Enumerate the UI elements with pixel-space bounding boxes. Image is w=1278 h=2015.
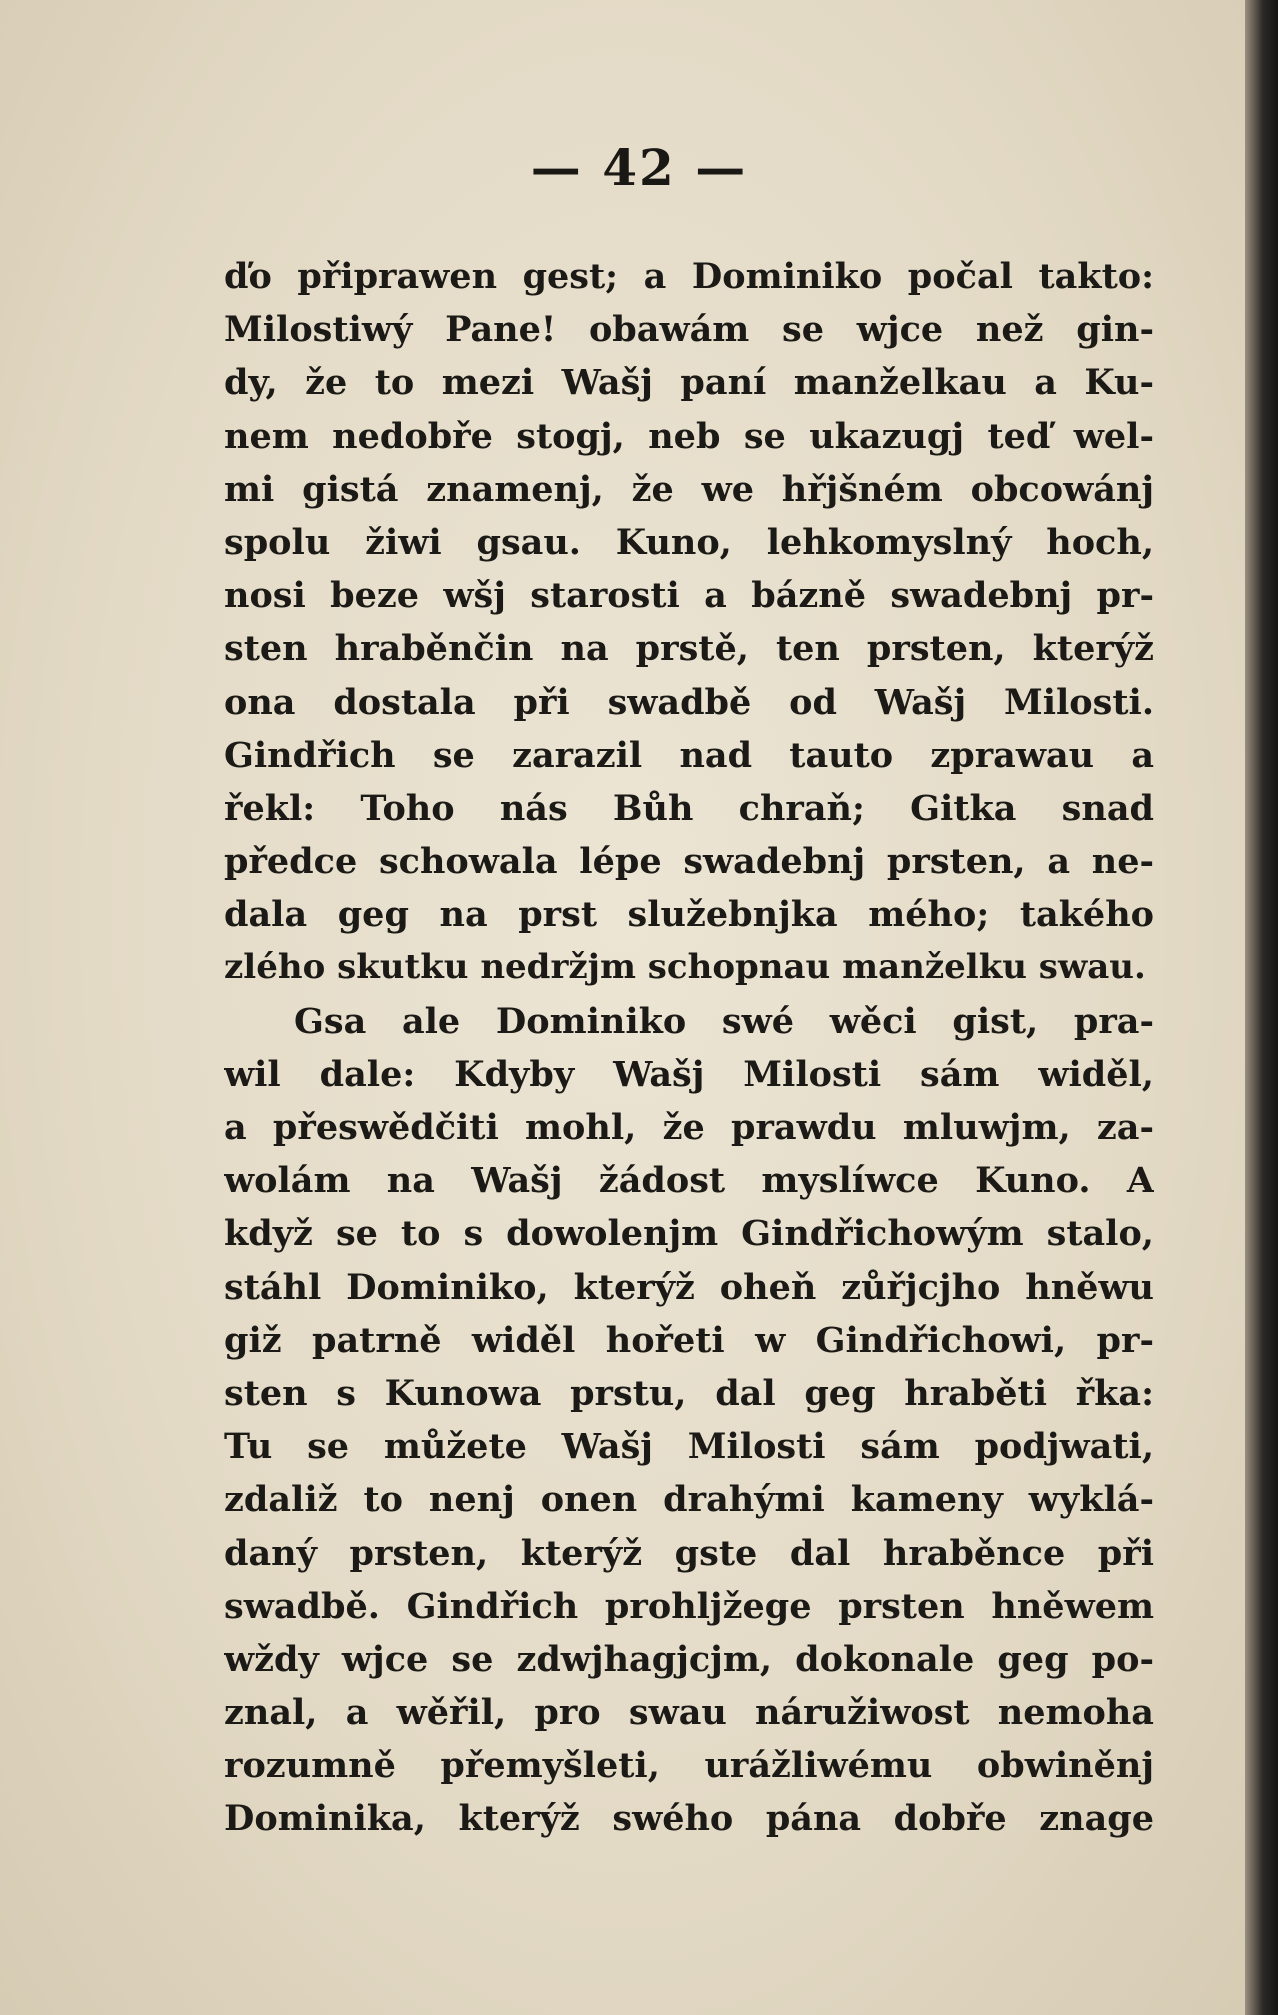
- text-line: nosi beze wšj starosti a bázně swadebnj pr-: [224, 575, 1154, 617]
- text-line: dala geg na prst služebnjka mého; takého: [224, 894, 1154, 936]
- text-line: předce schowala lépe swadebnj prsten, a ne-: [224, 841, 1154, 883]
- text-line: mi gistá znamenj, že we hřjšném obcowánj: [224, 468, 1154, 510]
- text-line: giž patrně widěl hořeti w Gindřichowi, pr-: [224, 1319, 1154, 1361]
- text-line: Gsa ale Dominiko swé wěci gist, pra-: [294, 1000, 1154, 1042]
- text-line: ďo připrawen gest; a Dominiko počal takto:: [224, 256, 1154, 297]
- text-line: wolám na Wašj žádost myslíwce Kuno. A: [224, 1160, 1154, 1202]
- text-line: dy, že to mezi Wašj paní manželkau a Ku-: [224, 362, 1154, 404]
- text-line: sten hraběnčin na prstě, ten prsten, kterýž: [224, 628, 1154, 670]
- body-text: [224, 250, 1154, 1846]
- text-line: rozumně přemyšleti, urážliwému obwiněnj: [224, 1745, 1154, 1787]
- text-line: wil dale: Kdyby Wašj Milosti sám widěl,: [224, 1053, 1154, 1095]
- text-line: nem nedobře stogj, neb se ukazugj teď wel-: [224, 415, 1154, 457]
- text-line: stáhl Dominiko, kterýž oheň zůřjcjho hněwu: [224, 1266, 1154, 1308]
- page-number: — 42 —: [530, 138, 748, 197]
- text-line: když se to s dowolenjm Gindřichowým stalo,: [224, 1213, 1154, 1255]
- text-line: wždy wjce se zdwjhagjcjm, dokonale geg po-: [224, 1638, 1154, 1680]
- text-line: řekl: Toho nás Bůh chraň; Gitka snad: [224, 787, 1154, 829]
- text-line: zlého skutku nedržjm schopnau manželku swau.: [224, 947, 1146, 988]
- page-edge-shadow: [1245, 0, 1278, 2015]
- text-line: Tu se můžete Wašj Milosti sám podjwati,: [224, 1426, 1154, 1468]
- text-line: ona dostala při swadbě od Wašj Milosti.: [224, 681, 1154, 723]
- text-line: sten s Kunowa prstu, dal geg hraběti řka:: [224, 1372, 1154, 1414]
- text-line: Milostiwý Pane! obawám se wjce než gin-: [224, 309, 1154, 351]
- text-line: znal, a wěřil, pro swau náružiwost nemoha: [224, 1692, 1154, 1734]
- text-line: zdaliž to nenj onen drahými kameny wyklá-: [224, 1479, 1154, 1521]
- text-line: Dominika, kterýž swého pána dobře znage: [224, 1798, 1154, 1840]
- text-line: a přeswědčiti mohl, že prawdu mluwjm, za-: [224, 1107, 1154, 1148]
- text-line: spolu žiwi gsau. Kuno, lehkomyslný hoch,: [224, 521, 1154, 563]
- text-line: daný prsten, kterýž gste dal hraběnce při: [224, 1532, 1154, 1574]
- text-line: swadbě. Gindřich prohljžege prsten hněwem: [224, 1585, 1154, 1627]
- text-line: Gindřich se zarazil nad tauto zprawau a: [224, 734, 1154, 776]
